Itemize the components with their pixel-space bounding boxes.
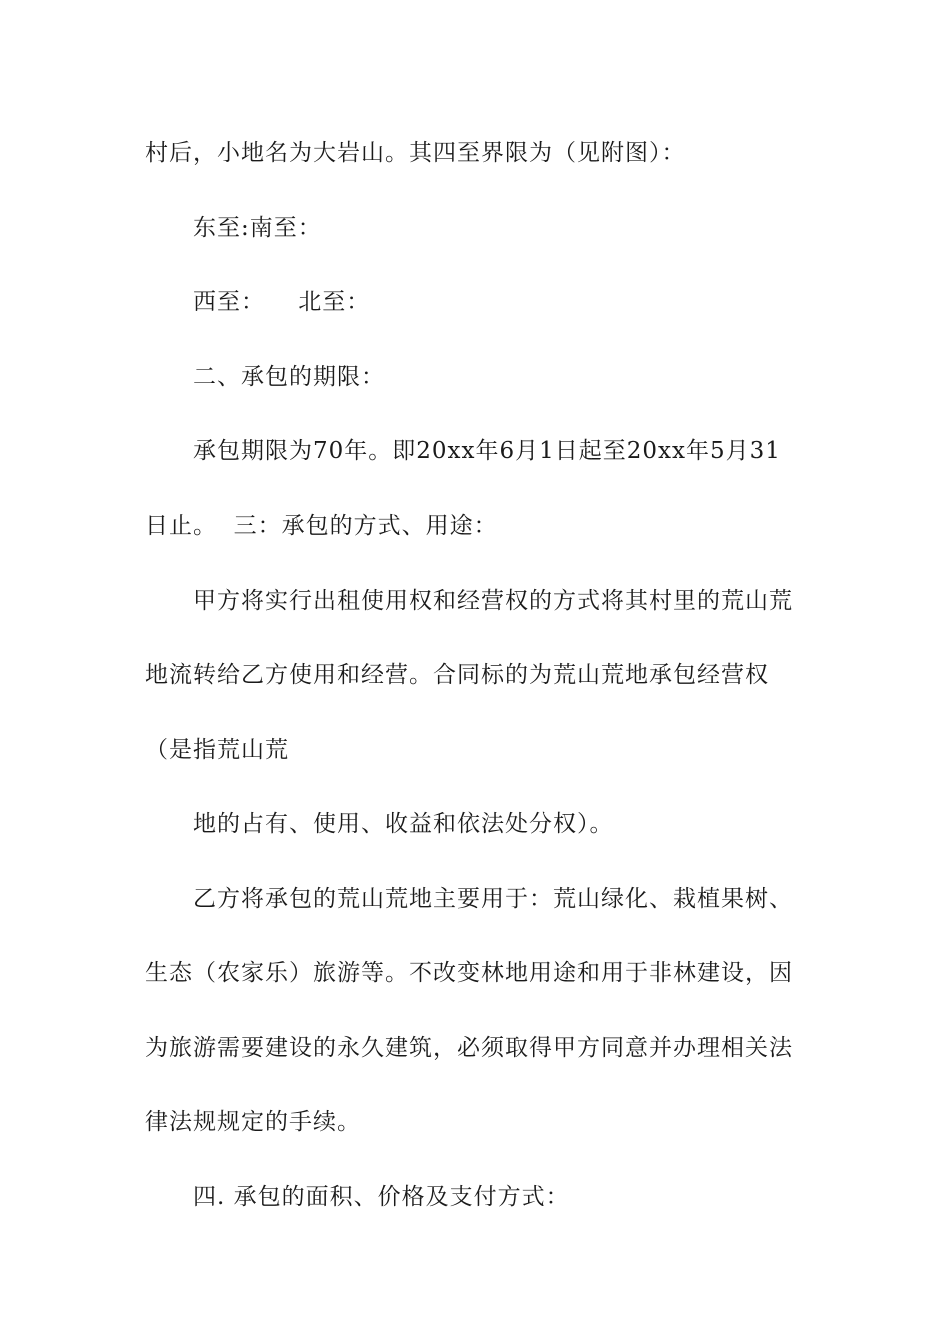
text-line: 承包期限为70年。即20xx年6月1日起至20xx年5月31 xyxy=(193,438,781,464)
text-line: 西至： 北至： xyxy=(193,289,371,315)
text-line: 东至:南至： xyxy=(193,215,322,241)
text-line: 为旅游需要建设的永久建筑，必须取得甲方同意并办理相关法 xyxy=(145,1035,793,1061)
text-line: （是指荒山荒 xyxy=(145,737,289,763)
text-line: 甲方将实行出租使用权和经营权的方式将其村里的荒山荒 xyxy=(193,588,793,614)
text-line: 生态（农家乐）旅游等。不改变林地用途和用于非林建设，因 xyxy=(145,960,793,986)
section-heading: 二、承包的期限： xyxy=(193,364,385,390)
text-line: 律法规规定的手续。 xyxy=(145,1109,361,1135)
text-line: 地流转给乙方使用和经营。合同标的为荒山荒地承包经营权 xyxy=(145,662,769,688)
text-line: 日止。 三：承包的方式、用途： xyxy=(145,513,498,539)
text-line: 地的占有、使用、收益和依法处分权）。 xyxy=(193,811,614,837)
text-line: 村后，小地名为大岩山。其四至界限为（见附图）： xyxy=(145,140,686,166)
text-line: 乙方将承包的荒山荒地主要用于：荒山绿化、栽植果树、 xyxy=(193,886,793,912)
section-heading: 四. 承包的面积、价格及支付方式： xyxy=(193,1184,570,1210)
